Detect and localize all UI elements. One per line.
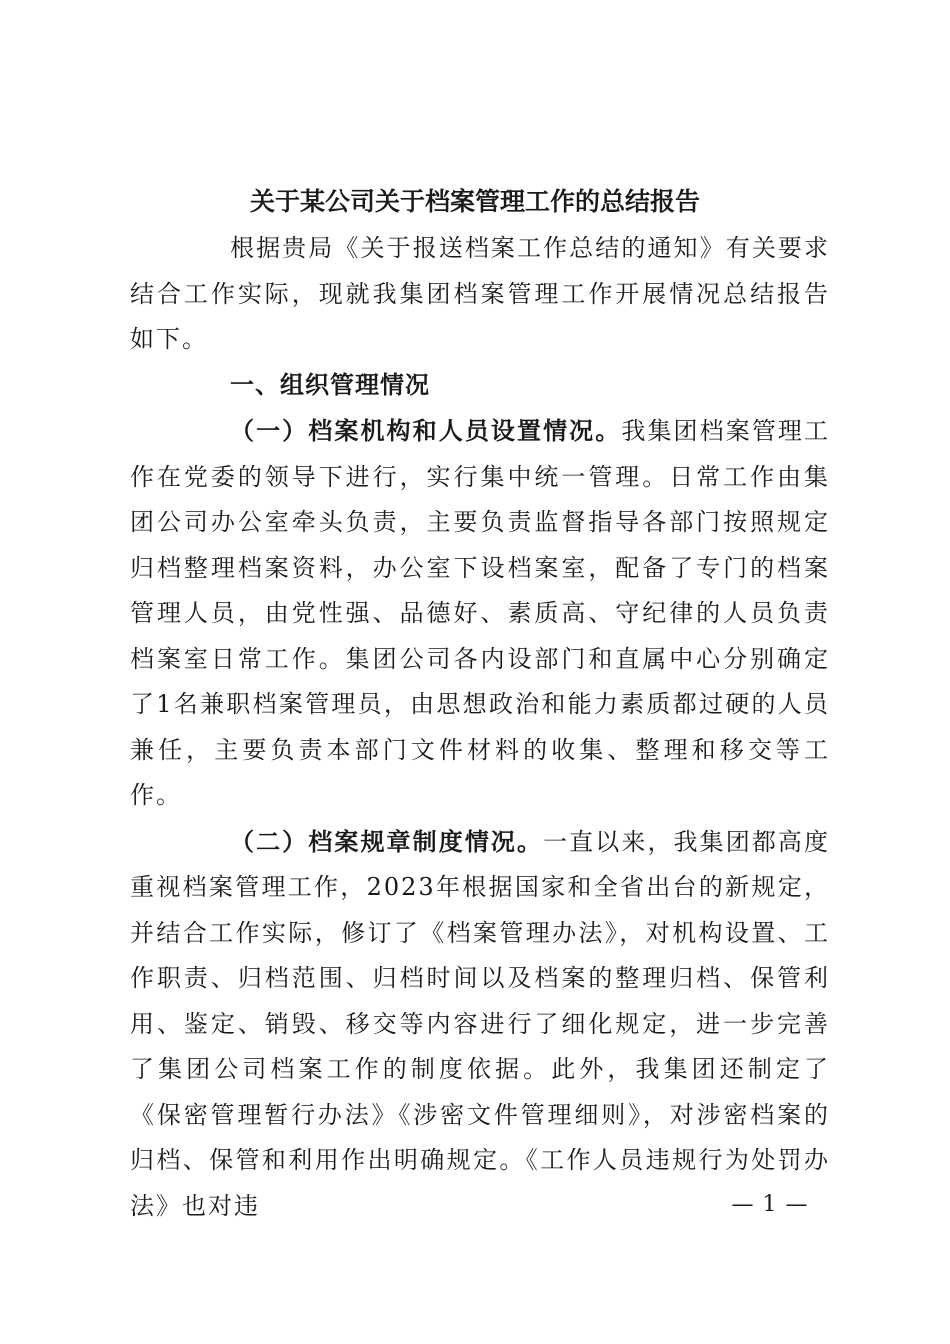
page-number: — 1 — [731, 1192, 809, 1217]
section-heading-1: 一、组织管理情况 [230, 370, 430, 399]
subsection-paragraph-1 [130, 408, 830, 819]
subsection-body-2: 一直以来，我集团都高度重视档案管理工作，2023年根据国家和全省出台的新规定，并结合工作实际，修订了《档案管理办法》，对机构设置、工作职责、归档范围、归档时间以及档案的整理归档、保管利用、鉴定、销毁、移交等内容进行了细化规定，进一步完善了集团公司档案工作的制度依据。此外，我集团还制定了《保密管理暂行办法》《涉密文件管理细则》，对涉密档案的归档、保管和利用作出明确规定。《工作人员违规行为处罚办法》也对违 [130, 827, 831, 1220]
subsection-heading-2: （二）档案规章制度情况。 [230, 826, 544, 856]
document-body [130, 226, 830, 1229]
subsection-body-1: 我集团档案管理工作在党委的领导下进行，实行集中统一管理。日常工作由集团公司办公室牵头负责，主要负责监督指导各部门按照规定归档整理档案资料，办公室下设档案室，配备了专门的档案管理人员，由党性强、品德好、素质高、守纪律的人员负责档案室日常工作。集团公司各内设部门和直属中心分别确定了1名兼职档案管理员，由思想政治和能力素质都过硬的人员兼任，主要负责本部门文件材料的收集、整理和移交等工作。 [130, 417, 831, 809]
subsection-paragraph-2 [130, 819, 830, 1230]
intro-paragraph: 根据贵局《关于报送档案工作总结的通知》有关要求结合工作实际，现就我集团档案管理工作开展情况总结报告如下。 [130, 234, 830, 353]
subsection-heading-1: （一）档案机构和人员设置情况。 [230, 416, 622, 445]
document-title: 关于某公司关于档案管理工作的总结报告 [249, 187, 700, 216]
